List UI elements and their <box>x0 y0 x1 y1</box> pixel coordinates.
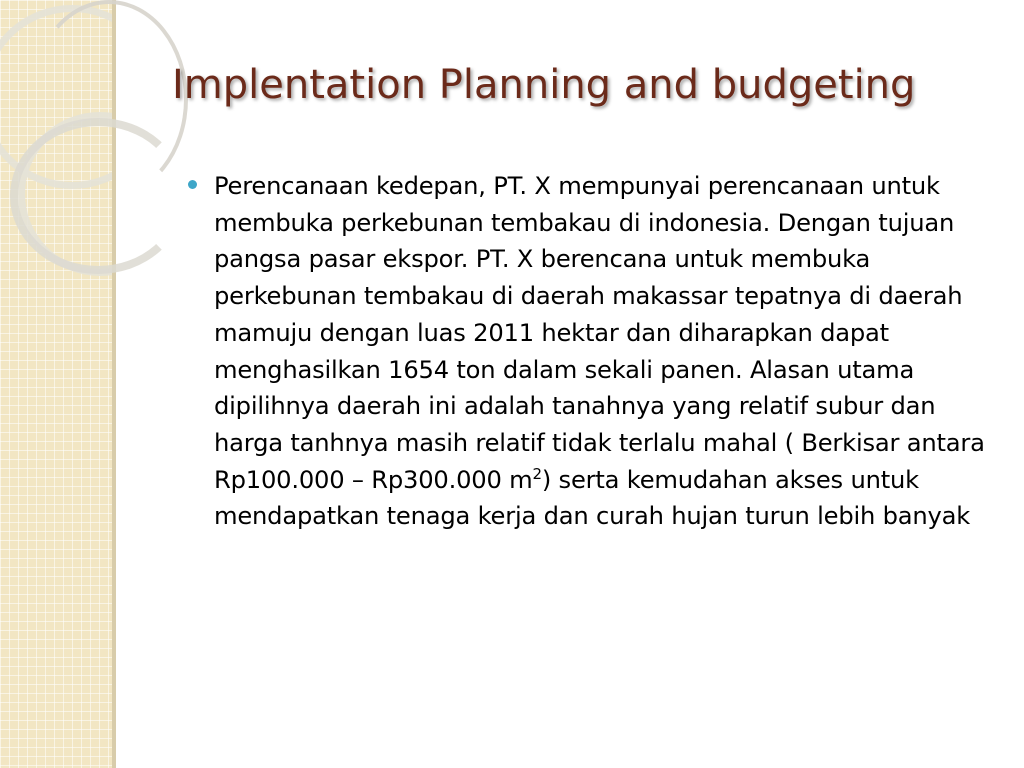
area-unit-superscript: 2 <box>532 464 542 483</box>
bullet-text <box>214 168 998 535</box>
bullet-item <box>188 168 998 535</box>
bullet-dot-icon <box>188 180 197 189</box>
bullet-text-main: Perencanaan kedepan, PT. X mempunyai perencanaan untuk membuka perkebunan tembakau di indonesia. Dengan tujuan pangsa pasar ekspor. PT. X berencana untuk membuka perkebunan tembakau di daerah makassar tepatnya di daerah mamuju dengan luas 2011 hektar dan diharapkan dapat menghasilkan 1654 ton dalam sekali panen. Alasan utama dipilihnya daerah ini adalah tanahnya yang relatif subur dan harga tanhnya masih relatif tidak terlalu mahal ( Berkisar antara Rp100.000 – Rp300.000 m <box>214 172 985 494</box>
decorative-ring <box>10 118 186 274</box>
slide-title: Implentation Planning and budgeting <box>172 62 916 108</box>
slide-body <box>188 168 998 535</box>
bullet-text-end: ) serta kemudahan akses untuk mendapatkan tenaga kerja dan curah hujan turun lebih banyak <box>214 465 971 531</box>
